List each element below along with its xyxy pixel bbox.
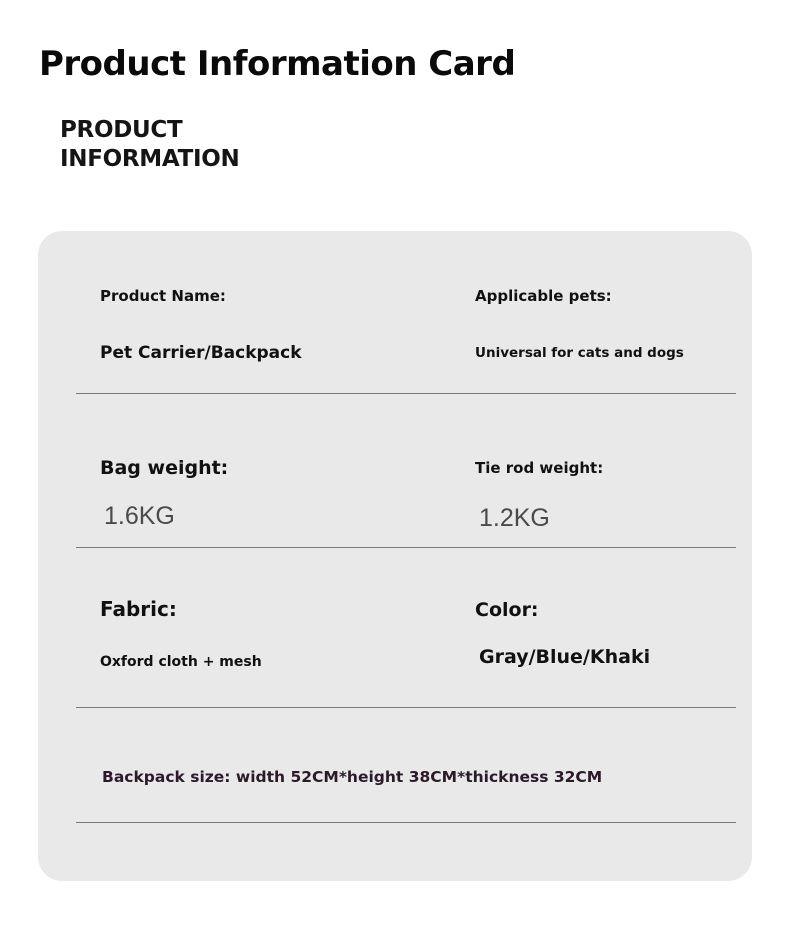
backpack-size: Backpack size: width 52CM*height 38CM*thickness 32CM <box>102 768 603 786</box>
tie-rod-weight-field <box>475 459 603 533</box>
tie-rod-weight-value: 1.2KG <box>479 504 550 532</box>
bag-weight-value: 1.6KG <box>104 502 175 530</box>
color-field <box>475 599 650 668</box>
divider-4 <box>76 822 736 823</box>
divider-2 <box>76 547 736 548</box>
page-title: Product Information Card <box>39 44 516 84</box>
color-value: Gray/Blue/Khaki <box>479 646 651 668</box>
applicable-pets-value: Universal for cats and dogs <box>475 345 684 361</box>
fabric-value: Oxford cloth + mesh <box>100 654 262 670</box>
divider-3 <box>76 707 736 708</box>
fabric-label: Fabric: <box>100 597 177 621</box>
tie-rod-weight-label: Tie rod weight: <box>475 459 604 477</box>
product-info-card <box>38 231 752 881</box>
product-name-label: Product Name: <box>100 287 226 305</box>
bag-weight-field <box>100 457 228 531</box>
section-heading-line-2: INFORMATION <box>60 146 240 172</box>
section-heading <box>60 116 320 174</box>
fabric-field <box>100 597 262 670</box>
product-name-field <box>100 287 302 363</box>
applicable-pets-label: Applicable pets: <box>475 287 612 305</box>
applicable-pets-field <box>475 287 684 361</box>
section-heading-line-1: PRODUCT <box>60 117 183 143</box>
divider-1 <box>76 393 736 394</box>
bag-weight-label: Bag weight: <box>100 457 229 479</box>
product-name-value: Pet Carrier/Backpack <box>100 343 302 363</box>
color-label: Color: <box>475 599 539 621</box>
